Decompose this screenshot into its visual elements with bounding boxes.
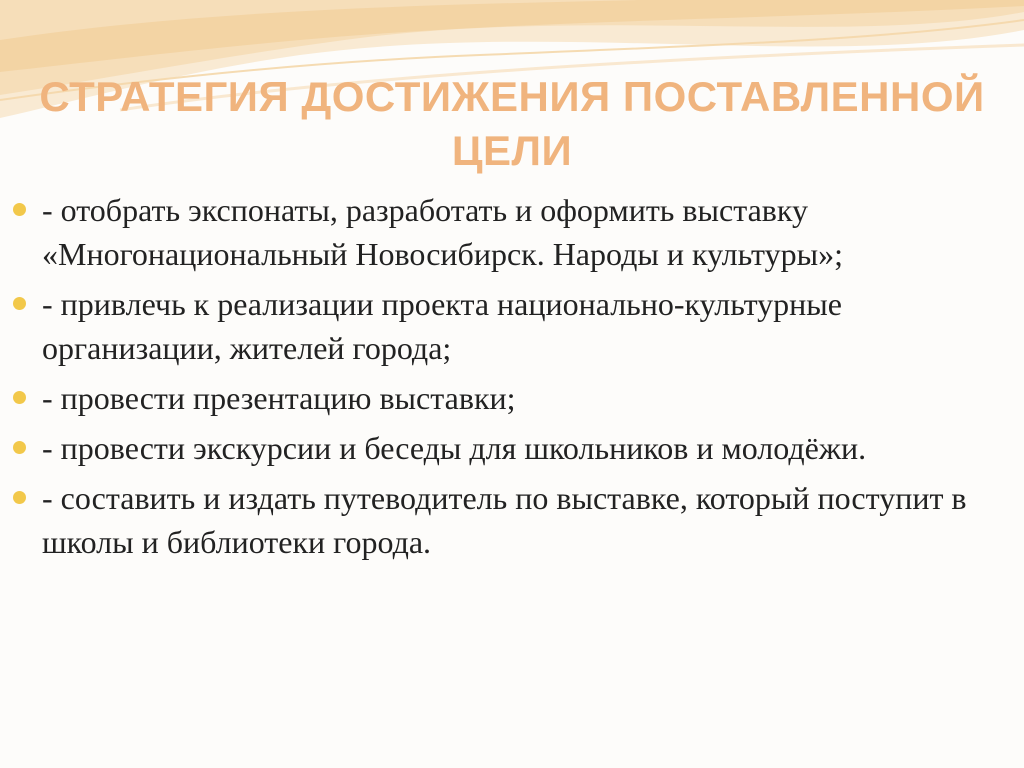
bullet-dot-icon: [13, 391, 26, 404]
bullet-item: [0, 282, 1024, 370]
bullet-list: [0, 188, 1024, 570]
bullet-dot-icon: [13, 203, 26, 216]
bullet-item: [0, 188, 1024, 276]
bullet-text: - составить и издать путеводитель по выставке, который поступит в школы и библиотеки города.: [42, 480, 967, 560]
bullet-dot-icon: [13, 297, 26, 310]
bullet-text: - привлечь к реализации проекта национально-культурные организации, жителей города;: [42, 286, 842, 366]
bullet-item: [0, 476, 1024, 564]
bullet-text: - провести экскурсии и беседы для школьников и молодёжи.: [42, 430, 867, 466]
bullet-dot-icon: [13, 491, 26, 504]
slide-title: СТРАТЕГИЯ ДОСТИЖЕНИЯ ПОСТАВЛЕННОЙ ЦЕЛИ: [39, 73, 985, 174]
bullet-dot-icon: [13, 441, 26, 454]
bullet-item: [0, 426, 1024, 470]
bullet-item: [0, 376, 1024, 420]
bullet-text: - провести презентацию выставки;: [42, 380, 516, 416]
bullet-text: - отобрать экспонаты, разработать и оформить выставку «Многонациональный Новосибирск. Народы и культуры»;: [42, 192, 843, 272]
